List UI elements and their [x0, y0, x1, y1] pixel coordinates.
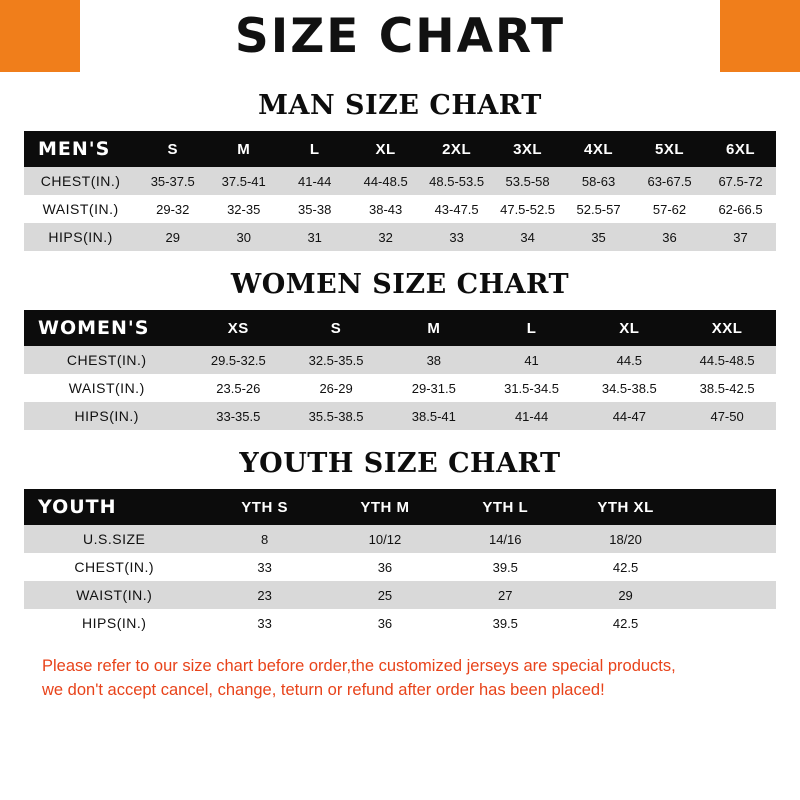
column-header: L	[483, 310, 581, 346]
row-label: WAIST(IN.)	[76, 587, 153, 603]
table-row	[24, 195, 776, 223]
table-cell: 32-35	[227, 201, 261, 217]
table-header-row	[24, 310, 776, 346]
table-cell: 33-35.5	[216, 408, 261, 424]
table-cell: 38.5-42.5	[699, 380, 755, 396]
table-cell: 35-37.5	[150, 173, 195, 189]
column-header: YOUTH	[24, 489, 204, 525]
column-header: M	[208, 131, 279, 167]
table-cell: 62-66.5	[718, 201, 763, 217]
table-cell: 34.5-38.5	[601, 380, 657, 396]
column-header: S	[287, 310, 385, 346]
table-cell: 44-47	[612, 408, 646, 424]
table-cell: 29	[618, 587, 633, 603]
table-cell: 36	[662, 229, 677, 245]
row-label: U.S.SIZE	[83, 531, 146, 547]
table-cell: 35.5-38.5	[308, 408, 364, 424]
table-cell: 32	[378, 229, 393, 245]
table-cell: 42.5	[612, 615, 639, 631]
row-label: HIPS(IN.)	[82, 615, 147, 631]
column-header: M	[385, 310, 483, 346]
table-header-row	[24, 489, 776, 525]
column-header: 4XL	[563, 131, 634, 167]
column-header: XS	[189, 310, 287, 346]
table-cell: 47-50	[710, 408, 744, 424]
table-row	[24, 346, 776, 374]
row-label: HIPS(IN.)	[48, 229, 113, 245]
table-row	[24, 609, 776, 637]
footer-disclaimer	[24, 655, 776, 703]
table-cell: 53.5-58	[505, 173, 550, 189]
table-cell: 23.5-26	[216, 380, 261, 396]
table-cell: 39.5	[492, 615, 518, 631]
men-size-table	[24, 131, 776, 251]
table-cell: 14/16	[488, 531, 522, 547]
table-cell: 44.5-48.5	[699, 352, 755, 368]
table-cell: 8	[261, 531, 269, 547]
table-cell: 33	[257, 559, 272, 575]
table-cell: 42.5	[612, 559, 639, 575]
column-header: YTH XL	[565, 489, 685, 525]
table-row	[24, 374, 776, 402]
table-cell: 10/12	[368, 531, 402, 547]
table-cell: 41-44	[298, 173, 332, 189]
column-header: XL	[350, 131, 421, 167]
table-header-row	[24, 131, 776, 167]
table-row	[24, 167, 776, 195]
table-cell: 58-63	[581, 173, 616, 189]
footer-line-1: Please refer to our size chart before order,the customized jerseys are special products,	[42, 657, 676, 675]
column-header: MEN'S	[24, 131, 137, 167]
table-cell: 36	[377, 615, 393, 631]
table-cell: 33	[257, 615, 272, 631]
table-cell: 38-43	[369, 201, 403, 217]
table-row	[24, 402, 776, 430]
table-cell: 41-44	[514, 408, 549, 424]
table-cell: 38.5-41	[411, 408, 456, 424]
column-header: S	[137, 131, 208, 167]
youth-section-title: YOUTH SIZE CHART	[239, 448, 561, 479]
table-cell: 29-32	[156, 201, 190, 217]
column-header: 5XL	[634, 131, 705, 167]
women-size-table	[24, 310, 776, 430]
table-cell: 38	[426, 352, 442, 368]
table-cell: 36	[377, 559, 393, 575]
page-title: SIZE CHART	[234, 8, 566, 64]
table-row	[24, 223, 776, 251]
table-cell: 23	[257, 587, 272, 603]
table-cell: 67.5-72	[718, 173, 763, 189]
column-header: L	[279, 131, 350, 167]
table-cell: 29	[165, 229, 180, 245]
column-header: YTH L	[445, 489, 565, 525]
column-header: XL	[580, 310, 678, 346]
table-cell: 47.5-52.5	[500, 201, 556, 217]
table-cell: 39.5	[492, 559, 518, 575]
table-cell: 34	[520, 229, 535, 245]
table-cell: 18/20	[609, 531, 642, 547]
table-cell: 31	[307, 229, 322, 245]
header-banner	[0, 0, 800, 72]
table-cell: 30	[236, 229, 251, 245]
women-section-title: WOMEN SIZE CHART	[230, 269, 570, 300]
table-cell: 25	[377, 587, 393, 603]
column-header-spacer	[686, 489, 776, 525]
row-label: CHEST(IN.)	[40, 173, 121, 189]
table-cell: 35	[591, 229, 606, 245]
row-label: WAIST(IN.)	[42, 201, 119, 217]
youth-size-table	[24, 489, 776, 637]
content-area	[0, 90, 800, 703]
table-cell: 48.5-53.5	[429, 173, 485, 189]
table-cell: 44.5	[616, 352, 642, 368]
column-header: 6XL	[705, 131, 776, 167]
table-cell: 29.5-32.5	[210, 352, 266, 368]
column-header: XXL	[678, 310, 776, 346]
row-label: HIPS(IN.)	[74, 408, 139, 424]
column-header: 2XL	[421, 131, 492, 167]
table-cell: 32.5-35.5	[308, 352, 364, 368]
table-cell: 29-31.5	[411, 380, 456, 396]
column-header: YTH S	[204, 489, 324, 525]
column-header: WOMEN'S	[24, 310, 189, 346]
men-section-title: MAN SIZE CHART	[258, 90, 542, 121]
table-cell: 27	[498, 587, 513, 603]
column-header: YTH M	[325, 489, 445, 525]
table-row	[24, 581, 776, 609]
table-cell: 35-38	[298, 201, 332, 217]
column-header: 3XL	[492, 131, 563, 167]
table-row	[24, 553, 776, 581]
table-cell: 37	[733, 229, 748, 245]
footer-line-2: we don't accept cancel, change, teturn or refund after order has been placed!	[42, 680, 605, 699]
row-label: WAIST(IN.)	[68, 380, 145, 396]
header-banner-inner	[80, 0, 720, 72]
table-cell-spacer	[686, 581, 776, 609]
row-label: CHEST(IN.)	[74, 559, 155, 575]
table-cell: 26-29	[319, 380, 353, 396]
table-cell: 52.5-57	[576, 201, 621, 217]
table-cell: 43-47.5	[434, 201, 479, 217]
table-cell: 37.5-41	[221, 173, 266, 189]
table-cell: 63-67.5	[647, 173, 692, 189]
table-cell-spacer	[686, 609, 776, 637]
table-cell: 31.5-34.5	[504, 380, 560, 396]
table-cell: 33	[449, 229, 464, 245]
table-cell-spacer	[686, 525, 776, 553]
table-cell-spacer	[686, 553, 776, 581]
table-cell: 57-62	[652, 201, 687, 217]
row-label: CHEST(IN.)	[66, 352, 147, 368]
table-cell: 41	[524, 352, 539, 368]
table-cell: 44-48.5	[363, 173, 408, 189]
table-row	[24, 525, 776, 553]
